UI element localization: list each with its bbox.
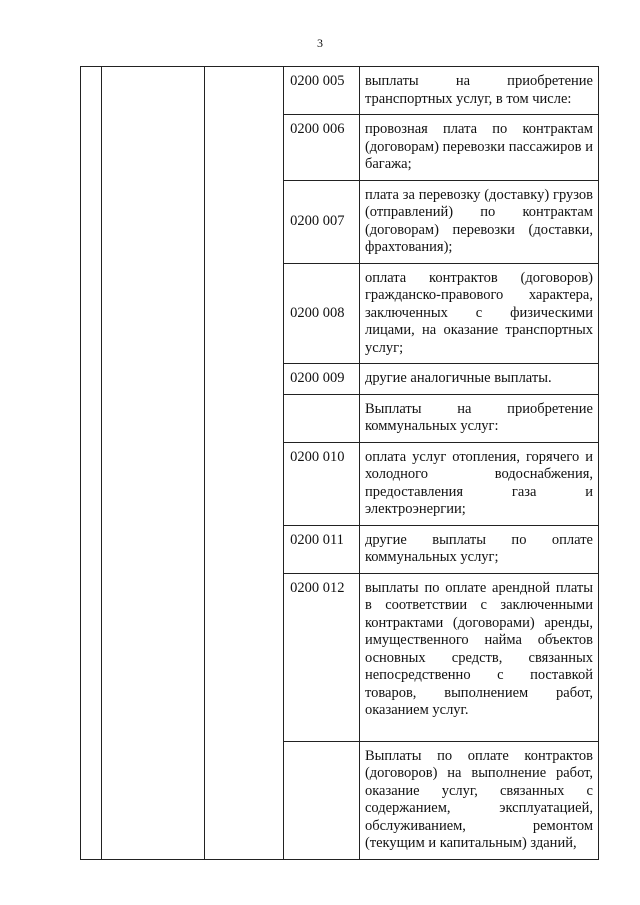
row-code: 0200 012 [284,573,360,741]
empty-column-2 [101,67,205,860]
row-description: провозная плата по контрактам (договорам) перевозки пассажиров и багажа; [359,115,598,181]
row-description: плата за перевозку (доставку) грузов (отправлений) по контрактам (договорам) перевозки (доставки, фрахтования); [359,180,598,263]
row-description: оплата услуг отопления, горячего и холодного водоснабжения, предоставления газа и электроэнергии; [359,442,598,525]
row-code [284,394,360,442]
row-description: выплаты по оплате арендной платы в соответствии с заключенными контрактами (договорами) аренды, имущественного найма объектов основных средств, связанных непосредственно с поставкой товаров, выполнением работ, оказанием услуг. [359,573,598,741]
row-code: 0200 005 [284,67,360,115]
table-row [81,67,599,115]
classification-table [80,66,599,860]
page-number: 3 [317,36,323,50]
row-code: 0200 008 [284,263,360,364]
row-description: выплаты на приобретение транспортных услуг, в том числе: [359,67,598,115]
row-code: 0200 011 [284,525,360,573]
row-code [284,741,360,859]
row-description: оплата контрактов (договоров) гражданско-правового характера, заключенных с физическими лицами, на оказание транспортных услуг; [359,263,598,364]
row-description: Выплаты на приобретение коммунальных услуг: [359,394,598,442]
row-code: 0200 009 [284,364,360,395]
row-description: другие выплаты по оплате коммунальных услуг; [359,525,598,573]
row-description: Выплаты по оплате контрактов (договоров) на выполнение работ, оказание услуг, связанных с содержанием, эксплуатацией, обслуживанием, ремонтом (текущим и капитальным) зданий, [359,741,598,859]
row-code: 0200 007 [284,180,360,263]
empty-column-1 [81,67,102,860]
row-description: другие аналогичные выплаты. [359,364,598,395]
row-code: 0200 010 [284,442,360,525]
empty-column-3 [205,67,284,860]
row-code: 0200 006 [284,115,360,181]
